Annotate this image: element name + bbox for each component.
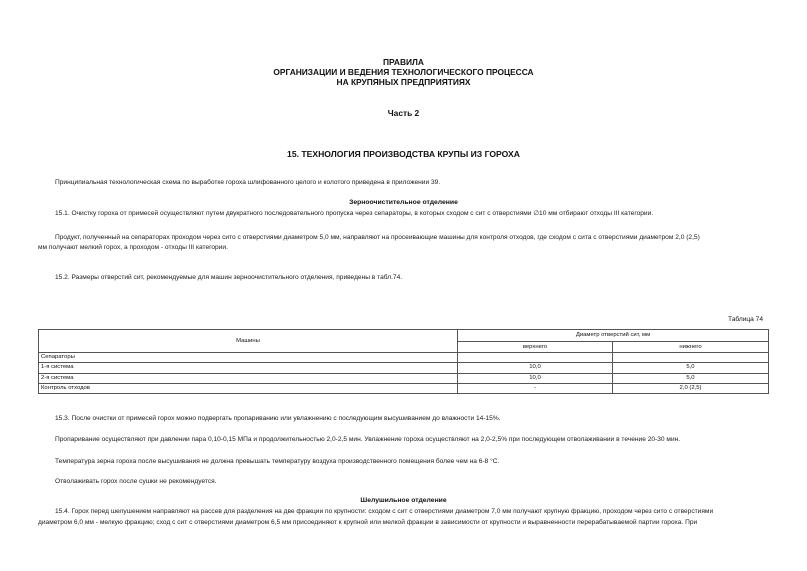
table-header-diameter: Диаметр отверстий сит, мм [458, 330, 769, 342]
subsection-heading-hulling: Шелушильное отделение [360, 497, 447, 504]
table-row [39, 363, 769, 373]
paragraph-15-4-line1: 15.4. Горох перед шелушением направляют на рассев для разделения на две фракции по крупности: сходом с сит с отверстиями диаметром 7,0 мм получают крупную фракцию, проходом через сито с отверстиями [55, 508, 714, 515]
paragraph-product-line1: Продукт, полученный на сепараторах проходом через сито с отверстиями диаметром 5,0 мм, направляют на просеивающие машины для контроля отходов, где сходом с сита с отверстиями диаметром 2,0 (2,5) [55, 234, 700, 241]
doc-title-line3: НА КРУПЯНЫХ ПРЕДПРИЯТИЯХ [336, 77, 471, 87]
paragraph-15-2: 15.2. Размеры отверстий сит, рекомендуемые для машин зерноочистительного отделения, приведены в табл.74. [55, 274, 403, 281]
doc-part: Часть 2 [387, 108, 420, 118]
paragraph-product-line2: мм получают мелкий горох, а проходом - отходы III категории. [38, 244, 228, 251]
table-caption: Таблица 74 [728, 316, 764, 323]
table-cell-machine: Контроль отходов [39, 383, 458, 393]
section-title: 15. ТЕХНОЛОГИЯ ПРОИЗВОДСТВА КРУПЫ ИЗ ГОРОХА [287, 149, 520, 159]
paragraph-no-tempering: Отволаживать горох после сушки не рекомендуется. [55, 478, 217, 485]
table-row [39, 353, 769, 363]
table-header-upper: верхнего [458, 342, 613, 353]
doc-title-line1: ПРАВИЛА [383, 57, 424, 67]
table-row [39, 373, 769, 383]
table-cell-machine: 1-я система [39, 363, 458, 373]
paragraph-15-1: 15.1. Очистку гороха от примесей осуществляют путем двукратного последовательного пропуска через сепараторы, в которых сходом с сит с отверстиями ∅10 мм отбирают отходы III категории. [55, 210, 654, 217]
table-row [39, 383, 769, 393]
paragraph-15-4-line2: диаметром 6,0 мм - мелкую фракцию; сход с сит с отверстиями диаметром 6,5 мм присоединяют к крупной или мелкой фракции в зависимости от крупности и выравненности перерабатываемой партии гороха. При [38, 519, 698, 526]
paragraph-temperature: Температура зерна гороха после высушивания не должна превышать температуру воздуха производственного помещения более чем на 6-8 °С. [55, 458, 500, 465]
sieve-table [38, 329, 769, 394]
doc-title-line2: ОРГАНИЗАЦИИ И ВЕДЕНИЯ ТЕХНОЛОГИЧЕСКОГО ПРОЦЕССА [273, 67, 534, 77]
table-cell-lower: 5,0 [613, 363, 769, 373]
paragraph-steaming: Пропаривание осуществляют при давлении пара 0,10-0,15 МПа и продолжительностью 2,0-2,5 мин. Увлажнение гороха осуществляют на 2,0-2,5% при последующем отволаживании в течение 20-30 мин. [55, 436, 681, 443]
paragraph-15-3: 15.3. После очистки от примесей горох можно подвергать пропариванию или увлажнению с последующим высушиванием до влажности 14-15%. [55, 415, 501, 422]
table-cell-machine: Сепараторы [39, 353, 458, 363]
table-cell-lower: 5,0 [613, 373, 769, 383]
table-header-machines: Машины [39, 330, 458, 353]
table-cell-upper: 10,0 [458, 373, 613, 383]
table-header-lower: нижнего [613, 342, 769, 353]
table-cell-machine: 2-я система [39, 373, 458, 383]
table-cell-upper: - [458, 383, 613, 393]
table-cell-lower: 2,0 (2,5) [613, 383, 769, 393]
table-cell-upper [458, 353, 613, 363]
intro-paragraph: Принципиальная технологическая схема по выработке гороха шлифованного целого и колотого приведена в приложении 39. [55, 179, 441, 186]
subsection-heading-cleaning: Зерноочистительное отделение [349, 199, 458, 206]
table-cell-lower [613, 353, 769, 363]
table-cell-upper: 10,0 [458, 363, 613, 373]
